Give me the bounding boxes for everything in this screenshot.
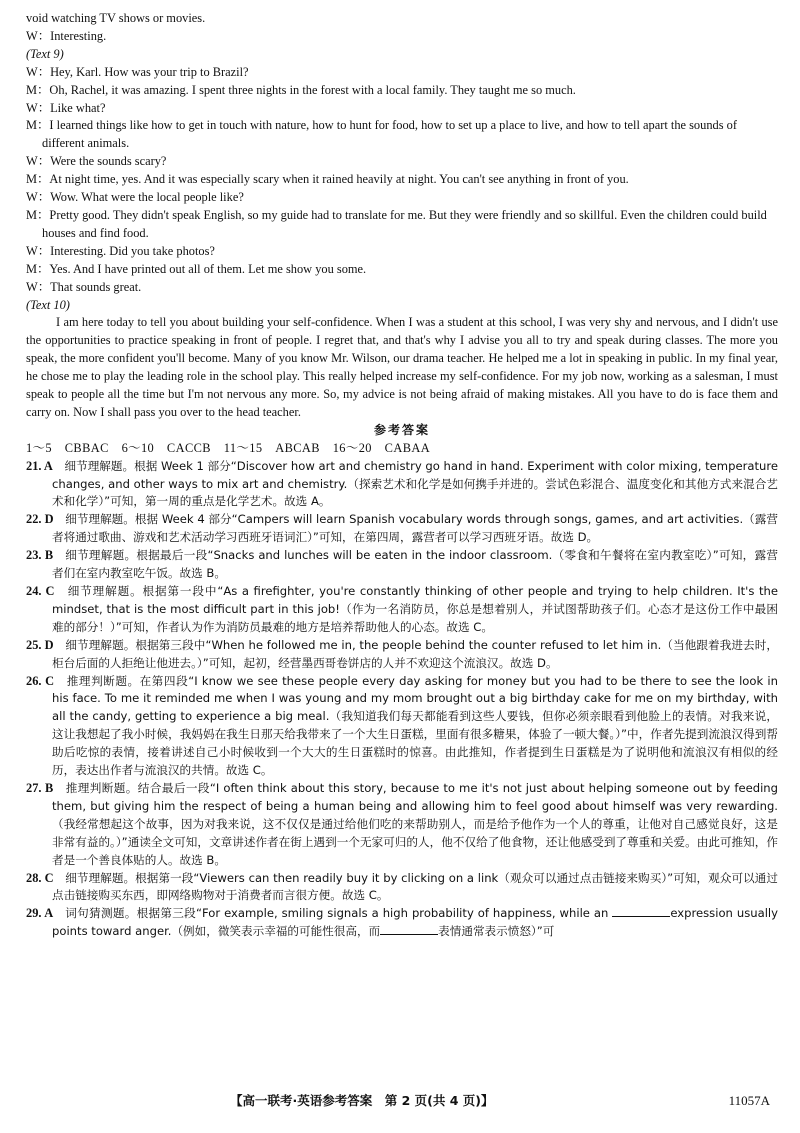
text9-label: (Text 9) [26, 46, 64, 61]
question-25: 25. D 细节理解题。根据第三段中“When he followed me in, the people behind the counter refused to let him in.（当他跟着我进去时，柜台后面的人拒绝让他进去。）”可知，起初，经营墨西哥卷饼店的人并不欢迎这个流浪汉。故选 D。 [26, 637, 778, 670]
answer-key-page [26, 10, 778, 941]
text9-dialogue [26, 64, 778, 297]
page-footer [0, 1092, 800, 1112]
top-line: void watching TV shows or movies. [26, 11, 206, 25]
question-21: 21. A 细节理解题。根据 Week 1 部分“Discover how art and chemistry go hand in hand. Experiment with color mixing, temperature changes, and other ways to mix art and chemistry.（探索艺术和化学是如何携手并进的。尝试色彩混合、温度变化和其他方式来混合艺术和化学）”可知，第一周的重点是化学艺术。故选 A。 [26, 458, 778, 509]
dialogue-line: W：Interesting. [26, 28, 107, 43]
dialogue-line: M：Yes. And I have printed out all of them. Let me show you some. [26, 261, 367, 276]
answer-blank [612, 905, 670, 917]
question-27: 27. B 推理判断题。结合最后一段“I often think about this story, because to me it's not just about helping someone out by feeding them, but giving him the respect of being a human being and allowing him to feel good about himself was very rewarding.（我经常想起这个故事，因为对我来说，这不仅仅是通过给他们吃的来帮助别人，而是给予他作为一个人的尊重，让他对自己感觉良好，这是非常有益的。）”通读全文可知，文章讲述作者在街上遇到一个无家可归的人，他不仅给了他食物，还让他感受到了尊重和关爱。由此可推知，作者是一个善良体贴的人。故选 B。 [26, 780, 778, 867]
dialogue-line: M：I learned things like how to get in touch with nature, how to hunt for food, how to set up a place to live, and how to tell apart the sounds of different animals. [26, 118, 737, 151]
dialogue-line: W：Interesting. Did you take photos? [26, 243, 215, 258]
footer-title: 【高一联考·英语参考答案 第 2 页(共 4 页)】 [230, 1093, 494, 1108]
text10-label: (Text 10) [26, 297, 70, 312]
explanations [26, 458, 778, 941]
dialogue-line: W：Hey, Karl. How was your trip to Brazil? [26, 64, 249, 79]
dialogue-line: M：Oh, Rachel, it was amazing. I spent three nights in the forest with a local family. They taught me so much. [26, 82, 576, 97]
dialogue-line: W：That sounds great. [26, 279, 142, 294]
dialogue-line: M：Pretty good. They didn't speak English, so my guide had to translate for me. But they were friendly and so skillful. Even the children could build houses and find food. [26, 207, 767, 240]
question-28: 28. C 细节理解题。根据第一段“Viewers can then readily buy it by clicking on a link（观众可以通过点击链接来购买）”可知，观众可以通过点击链接购买东西，即网络购物对于消费者而言很方便。故选 C。 [26, 870, 778, 903]
dialogue-line: M：At night time, yes. And it was especially scary when it rained heavily at night. You can't see anything in front of you. [26, 172, 629, 187]
answers-line: 1～5 CBBAC 6～10 CACCB 11～15 ABCAB 16～20 CABAA [26, 440, 431, 455]
answers-heading: 参考答案 [373, 422, 430, 437]
dialogue-line: W：Wow. What were the local people like? [26, 190, 244, 205]
question-26: 26. C 推理判断题。在第四段“I know we see these people every day asking for money but you had to be there to see the look in his face. To me it reminded me when I was young and my mom brought out a big birthday cake for me on my birthday, with all the candy, getting to experience a big meal.（我知道我们每天都能看到这些人要钱，但你必须亲眼看到他脸上的表情。对我来说，这让我想起了我小时候，我妈妈在我生日那天给我带来了一个大生日蛋糕，里面有很多糖果，体验了一顿大餐。）”中，作者先提到流浪汉得到帮助后吃惊的表情，接着讲述自己小时候收到一个大大的生日蛋糕时的惊喜。由此推知，作者提到生日蛋糕是为了说明他和流浪汉有相似的经历，表达出作者与流浪汉的共情。故选 C。 [26, 673, 778, 778]
question-24: 24. C 细节理解题。根据第一段中“As a firefighter, you're constantly thinking of other people and trying to help children. It's the mindset, that is the most difficult part in this job!（作为一名消防员，你总是想着别人，并试图帮助孩子们。心态才是这份工作中最困难的部分！）”可知，作者认为作为消防员最难的地方是培养帮助他人的心态。故选 C。 [26, 584, 778, 634]
text10-paragraph: I am here today to tell you about building your self-confidence. When I was a student at this school, I was very shy and nervous, and I didn't use the opportunities to practice speaking in front of people. I regret that, and that's why I advise you all to try and speak during classes. The more you speak, the more confident you'll become. Many of you know Mr. Wilson, our drama teacher. He helped me a lot in speaking in public. In my final year, he chose me to play the leading role in the school play. This really helped increase my self-confidence. For my job now, working as a salesman, I must speak to people all the time but I'm not nervous any more. So, my advice is not being afraid of making mistakes. All you have to do is face them and carry on. Now I shall pass you over to the head teacher. [26, 315, 778, 419]
dialogue-line: W：Like what? [26, 100, 106, 115]
answer-blank [380, 923, 438, 935]
dialogue-line: W：Were the sounds scary? [26, 154, 167, 169]
question-29: 29. A 词句猜测题。根据第三段“For example, smiling signals a high probability of happiness, while an expression usually points toward anger.（例如，微笑表示幸福的可能性很高，而 表情通常表示愤怒）”可 [26, 906, 778, 939]
question-23: 23. B 细节理解题。根据最后一段“Snacks and lunches will be eaten in the indoor classroom.（零食和午餐将在室内教室吃）”可知，露营者们在室内教室吃午饭。故选 B。 [26, 548, 778, 581]
question-22: 22. D 细节理解题。根据 Week 4 部分“Campers will learn Spanish vocabulary words through songs, games, and art activities.（露营者将通过歌曲、游戏和艺术活动学习西班牙语词汇）”可知，在第四周，露营者可以学习西班牙语。故选 D。 [26, 512, 778, 545]
text8-end [26, 28, 778, 46]
footer-code: 11057A [728, 1093, 770, 1108]
